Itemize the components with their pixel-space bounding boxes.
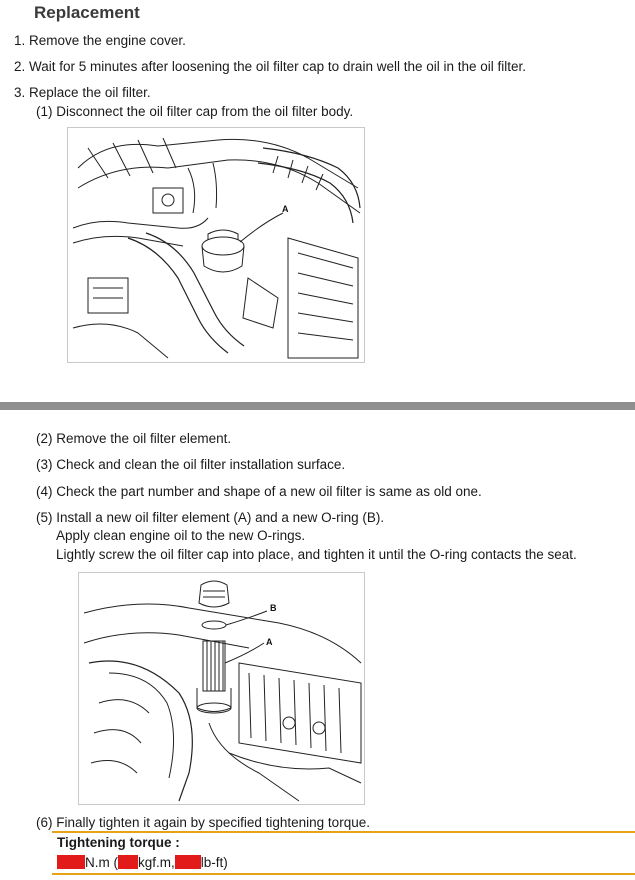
substep-1	[36, 104, 353, 119]
substep-number: (2)	[36, 431, 53, 446]
substep-number: (6)	[36, 815, 53, 830]
step-text: Remove the engine cover.	[29, 33, 186, 48]
torque-values	[57, 855, 228, 870]
torque-heading: Tightening torque :	[57, 835, 180, 850]
substep-number: (1)	[36, 104, 53, 119]
step-3	[14, 85, 151, 100]
redacted-value-kgf	[118, 855, 138, 869]
step-number: 3.	[14, 85, 26, 100]
torque-top-rule	[52, 831, 635, 833]
label-a: A	[266, 637, 273, 647]
substep-text: Install a new oil filter element (A) and a new O-ring (B).	[56, 510, 385, 525]
engine-bay-figure-2	[78, 572, 365, 805]
step-text: Wait for 5 minutes after loosening the oil filter cap to drain well the oil in the oil filter.	[29, 59, 527, 74]
substep-text: Disconnect the oil filter cap from the oil filter body.	[56, 104, 354, 119]
step-number: 2.	[14, 59, 26, 74]
substep-4	[36, 484, 482, 499]
substep-number: (4)	[36, 484, 53, 499]
substep-number: (3)	[36, 457, 53, 472]
torque-bottom-rule	[52, 873, 635, 875]
section-divider	[0, 402, 635, 410]
substep-text: Finally tighten it again by specified tightening torque.	[56, 815, 370, 830]
unit-kgf: kgf.m,	[138, 855, 175, 870]
unit-nm: N.m (	[85, 855, 118, 870]
substep-5-line-2: Lightly screw the oil filter cap into place, and tighten it until the O-ring contacts the seat.	[56, 547, 577, 562]
redacted-value-nm	[57, 855, 85, 869]
substep-text: Check and clean the oil filter installation surface.	[56, 457, 346, 472]
section-title: Replacement	[34, 3, 140, 22]
substep-3	[36, 457, 345, 472]
substep-2	[36, 431, 231, 446]
substep-6	[36, 815, 370, 830]
substep-number: (5)	[36, 510, 53, 525]
engine-bay-figure-1	[67, 127, 365, 363]
step-2	[14, 59, 526, 74]
substep-5-line-1: Apply clean engine oil to the new O-rings.	[56, 528, 306, 543]
label-a: A	[282, 204, 289, 214]
step-number: 1.	[14, 33, 26, 48]
substep-text: Remove the oil filter element.	[56, 431, 232, 446]
substep-text: Check the part number and shape of a new oil filter is same as old one.	[56, 484, 482, 499]
substep-5	[36, 510, 384, 525]
redacted-value-lbft	[175, 855, 201, 869]
step-text: Replace the oil filter.	[29, 85, 151, 100]
step-1	[14, 33, 186, 48]
label-b: B	[270, 603, 277, 613]
unit-lbft: lb-ft)	[200, 855, 228, 870]
